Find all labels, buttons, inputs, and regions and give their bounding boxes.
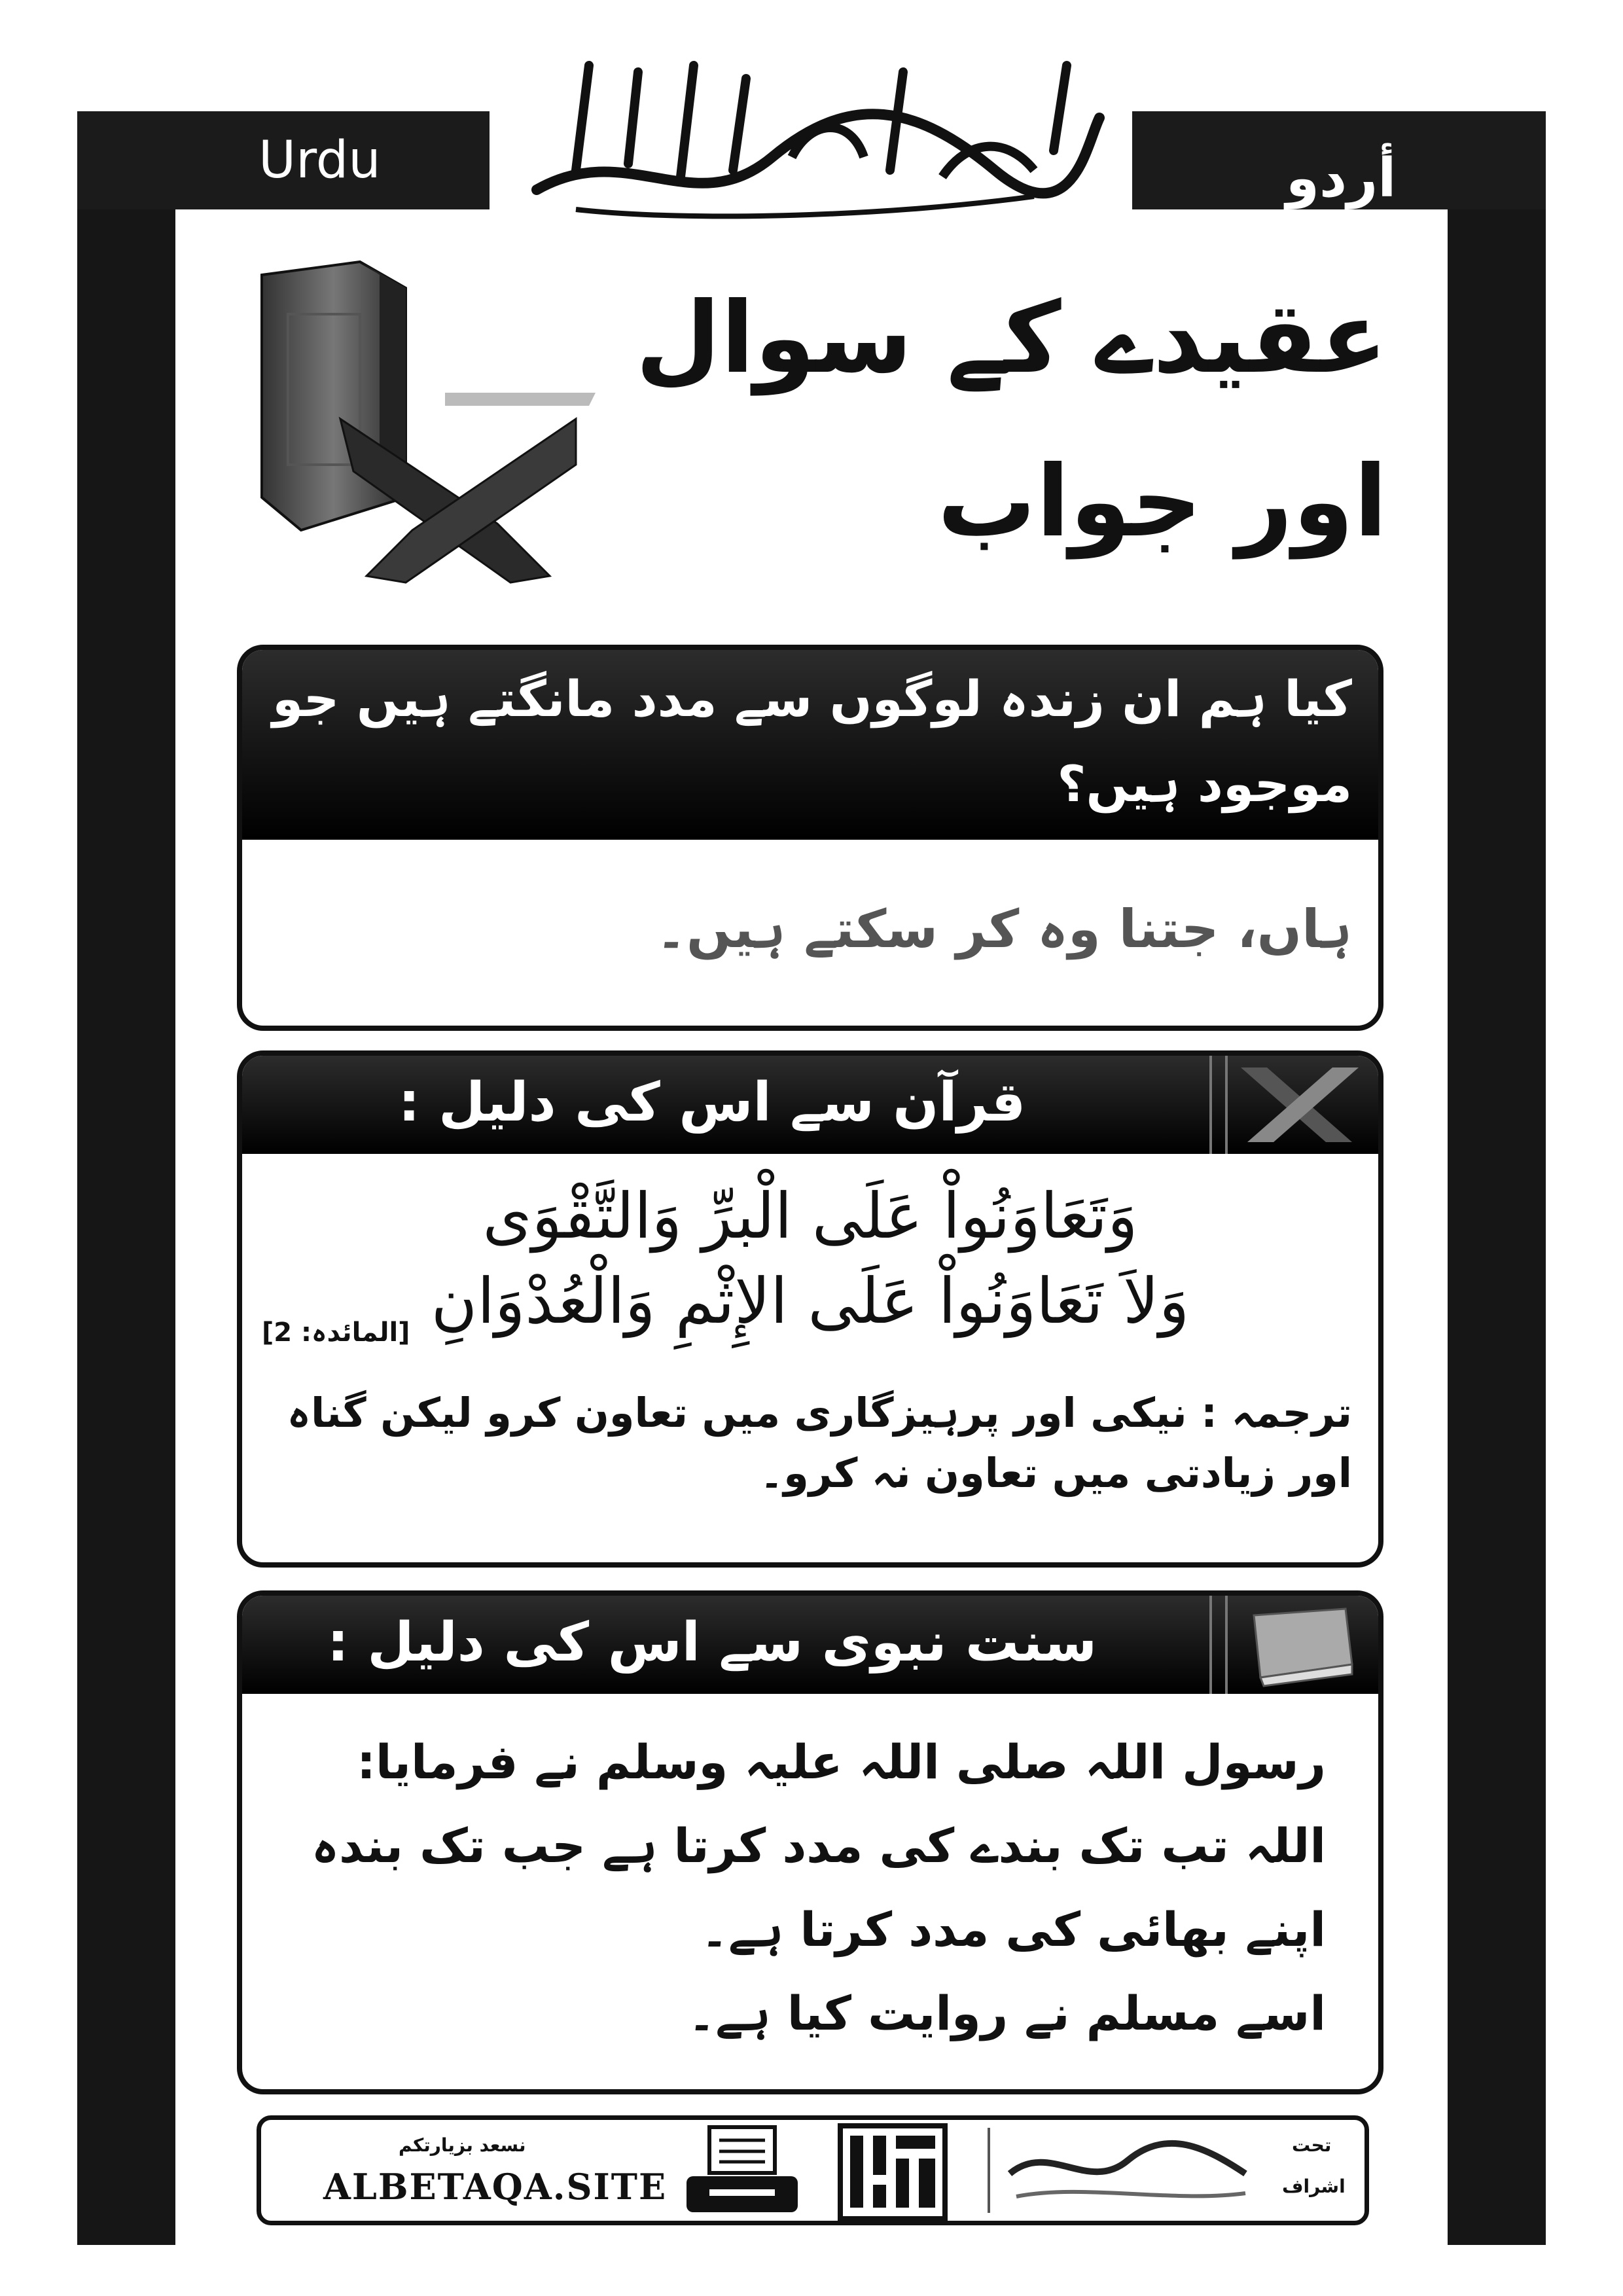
quran-proof-header — [242, 1056, 1378, 1154]
header-divider — [1209, 1596, 1228, 1694]
question-card — [237, 645, 1383, 1031]
quran-reference: [المائدہ: 2] — [262, 1318, 410, 1348]
quran-verse-line1: وَتَعَاوَنُواْ عَلَى الْبرِّ وَالتَّقْوَى — [482, 1179, 1138, 1253]
sunnah-proof-header — [242, 1596, 1378, 1694]
hadith-line1: رسول اللہ صلی اللہ علیہ وسلم نے فرمایا: — [357, 1734, 1326, 1789]
sunnah-proof-heading: سنت نبوی سے اس کی دلیل : — [327, 1611, 1097, 1674]
footer-supervision-1: تحت — [1292, 2134, 1332, 2156]
quran-proof-heading: قرآن سے اس کی دلیل : — [398, 1071, 1026, 1134]
quran-translation: ترجمہ : نیکی اور پرہیزگاری میں تعاون کرو لیکن گناہ اور زیادتی میں تعاون نہ کرو۔ — [287, 1389, 1352, 1497]
sunnah-proof-card — [237, 1590, 1383, 2094]
basmala-calligraphy — [497, 26, 1126, 223]
hadith-line4: اسے مسلم نے روایت کیا ہے۔ — [688, 1986, 1326, 2041]
book-stand-icon — [249, 249, 615, 589]
quran-verse-line2: وَلاَ تَعَاوَنُواْ عَلَى الإِثْمِ وَالْعُدْوَانِ — [431, 1265, 1190, 1338]
page-title-line2: اور جواب — [937, 445, 1387, 559]
book-icon — [1234, 1602, 1365, 1687]
footer-bar — [257, 2115, 1369, 2225]
frame-right — [1448, 111, 1546, 2245]
printer-icon — [683, 2124, 801, 2221]
header-divider — [1209, 1056, 1228, 1154]
association-logo — [988, 2128, 1265, 2213]
language-label-ur: أردو — [1286, 147, 1397, 209]
book-stand-small-icon — [1234, 1061, 1365, 1149]
answer-text: ہاں، جتنا وہ کر سکتے ہیں۔ — [656, 899, 1352, 960]
footer-visit-text: نسعد بزيارتكم — [399, 2134, 526, 2156]
frame-left — [77, 111, 175, 2245]
dawah-card-logo — [837, 2123, 948, 2222]
footer-site-link[interactable]: ALBETAQA.SITE — [323, 2166, 668, 2208]
hadith-line3: اپنے بھائی کی مدد کرتا ہے۔ — [700, 1902, 1326, 1957]
footer-supervision-2: اشراف — [1282, 2176, 1346, 2197]
hadith-line2: اللہ تب تک بندے کی مدد کرتا ہے جب تک بندہ — [311, 1818, 1326, 1873]
quran-proof-card — [237, 1050, 1383, 1568]
language-label-en: Urdu — [259, 131, 381, 190]
question-header — [242, 650, 1378, 840]
question-text: کیا ہم ان زندہ لوگوں سے مدد مانگتے ہیں جو موجود ہیں؟ — [272, 670, 1352, 813]
page-title-line1: عقیدے کے سوال — [635, 281, 1387, 395]
